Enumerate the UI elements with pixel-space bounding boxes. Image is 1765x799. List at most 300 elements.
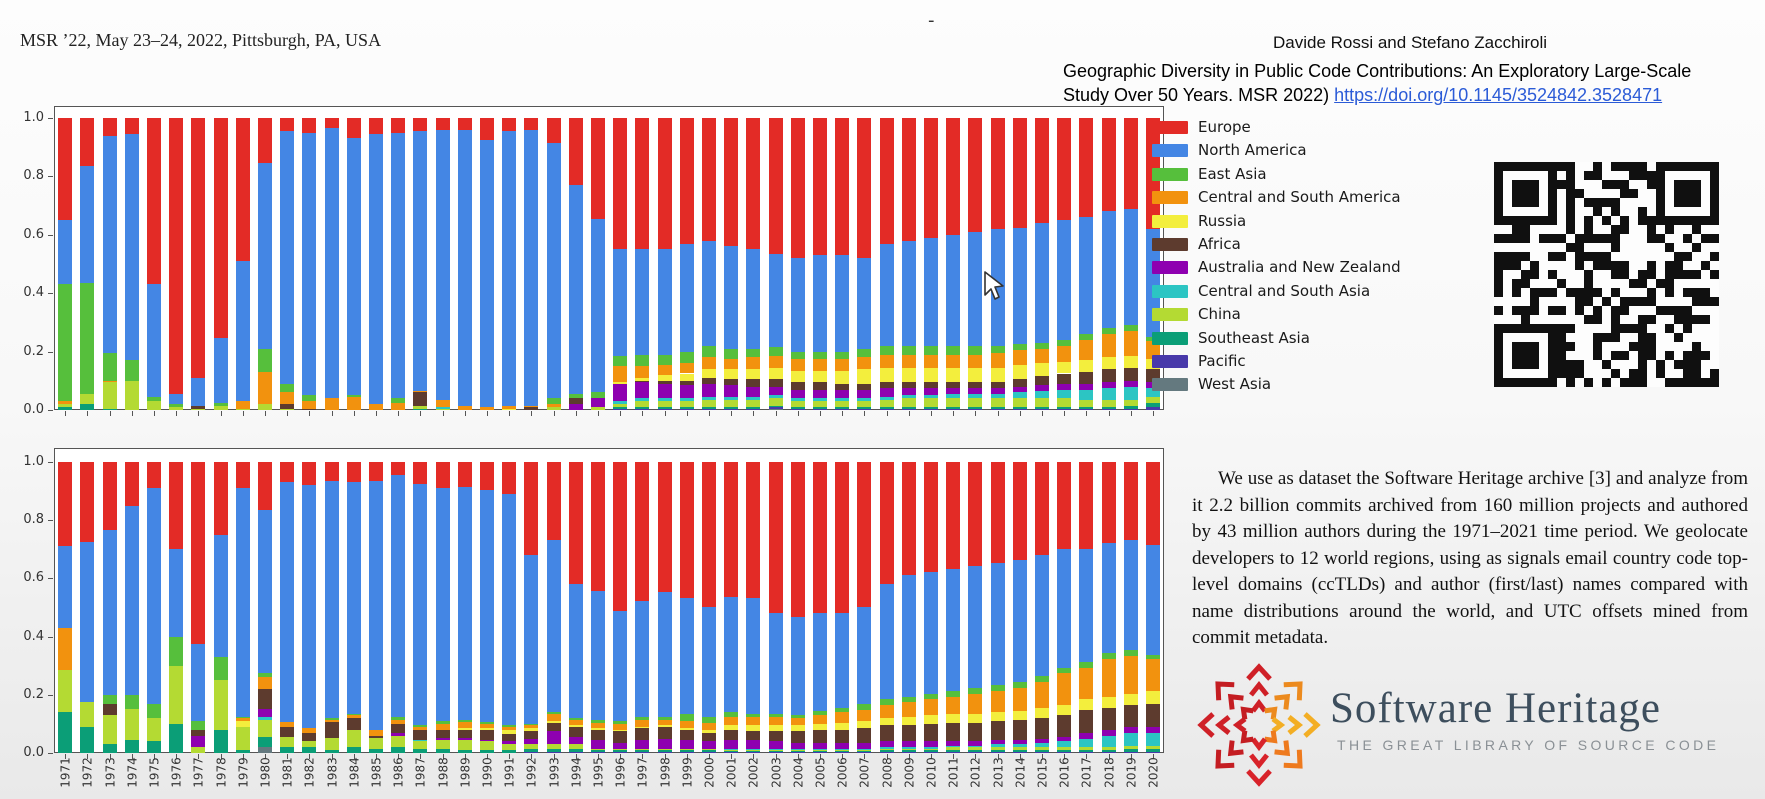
x-axis-tick: [132, 411, 133, 416]
bar-segment: [258, 689, 272, 709]
software-heritage-wordmark: Software Heritage: [1330, 685, 1661, 732]
x-axis-tick: [265, 411, 266, 416]
bar-segment: [635, 749, 649, 750]
bar-segment: [724, 118, 738, 246]
bar-segment: [1057, 220, 1071, 340]
bar-segment: [302, 741, 316, 747]
bar-segment: [569, 752, 583, 753]
bar-segment: [524, 406, 538, 407]
bar-segment: [347, 714, 361, 715]
bar-segment: [1146, 691, 1160, 704]
bar-segment: [458, 406, 472, 410]
bar-segment: [769, 379, 783, 386]
y-axis-tick: [48, 462, 53, 463]
x-axis-year-label: 2003: [769, 757, 783, 788]
bar-segment: [680, 730, 694, 740]
x-axis-year-label: 1987: [413, 757, 428, 788]
bar-segment: [880, 462, 894, 584]
bar-segment: [724, 409, 738, 410]
bar-segment: [724, 385, 738, 397]
bar-segment: [280, 737, 294, 747]
bar-segment: [635, 727, 649, 728]
bar-segment: [702, 407, 716, 408]
bar-segment: [80, 394, 94, 404]
bar-segment: [880, 752, 894, 753]
bar-segment: [569, 718, 583, 719]
bar-segment: [635, 409, 649, 410]
bar-segment: [835, 384, 849, 390]
bar-segment: [1057, 384, 1071, 390]
legend-label: East Asia: [1198, 164, 1267, 183]
bar-segment: [214, 730, 228, 753]
legend-swatch-icon: [1152, 238, 1188, 251]
bar-segment: [835, 118, 849, 255]
bar-segment: [1102, 747, 1116, 750]
bar-segment: [480, 750, 494, 753]
bar-segment: [480, 741, 494, 750]
bar-segment: [658, 727, 672, 739]
bar-segment: [613, 731, 627, 743]
bar-segment: [658, 118, 672, 249]
bar-segment: [702, 749, 716, 750]
bar-segment: [946, 750, 960, 751]
x-axis-tick: [243, 411, 244, 416]
x-axis-tick: [443, 411, 444, 416]
bar-segment: [946, 691, 960, 697]
bar-segment: [769, 387, 783, 396]
bar-segment: [125, 118, 139, 134]
bar-segment: [103, 409, 117, 410]
bar-segment: [813, 390, 827, 399]
bar-segment: [658, 720, 672, 726]
bar-segment: [1124, 331, 1138, 356]
bar-segment: [724, 725, 738, 729]
x-axis-year-label: 2009: [902, 757, 917, 788]
x-axis-tick: [665, 411, 666, 416]
bar-segment: [724, 246, 738, 348]
bar-segment: [702, 357, 716, 369]
bar-segment: [746, 249, 760, 348]
bar-segment: [813, 751, 827, 752]
bar-segment: [946, 407, 960, 408]
bar-segment: [724, 359, 738, 369]
software-heritage-tagline: THE GREAT LIBRARY OF SOURCE CODE: [1337, 737, 1720, 753]
bar-segment: [413, 741, 427, 748]
bar-segment: [902, 388, 916, 395]
x-axis-tick: [354, 411, 355, 416]
bar-segment: [458, 728, 472, 729]
bar-segment: [1102, 407, 1116, 408]
bar-segment: [1057, 750, 1071, 751]
x-axis-year-label: 1979: [236, 757, 251, 788]
bar-segment: [635, 366, 649, 378]
bar-segment: [769, 741, 783, 748]
bar-segment: [991, 563, 1005, 685]
bar-segment: [724, 717, 738, 726]
bar-segment: [924, 715, 938, 724]
bar-segment: [680, 752, 694, 753]
x-axis-tick: [420, 411, 421, 416]
bar-segment: [613, 749, 627, 750]
bar-segment: [658, 462, 672, 592]
bar-segment: [946, 752, 960, 753]
bar-segment: [635, 381, 649, 382]
bar-segment: [280, 118, 294, 131]
bar-segment: [1124, 209, 1138, 326]
bar-segment: [635, 717, 649, 720]
bar-segment: [258, 677, 272, 689]
bar-segment: [258, 747, 272, 753]
bar-segment: [835, 359, 849, 371]
bar-segment: [591, 462, 605, 591]
bar-segment: [791, 352, 805, 359]
bar-segment: [658, 249, 672, 354]
bar-segment: [569, 737, 583, 744]
bar-segment: [968, 688, 982, 694]
bar-segment: [413, 740, 427, 741]
bar-segment: [991, 747, 1005, 750]
x-axis-tick: [909, 411, 910, 416]
x-axis-tick: [487, 411, 488, 416]
bar-segment: [169, 724, 183, 753]
bar-segment: [902, 382, 916, 388]
bar-segment: [524, 555, 538, 724]
bar-segment: [547, 118, 561, 143]
bar-segment: [302, 395, 316, 401]
x-axis-year-label: 1995: [591, 757, 606, 788]
bar-segment: [591, 723, 605, 729]
bar-segment: [680, 750, 694, 751]
bar-segment: [391, 133, 405, 399]
bar-segment: [413, 131, 427, 391]
x-axis-year-label: 1983: [325, 757, 339, 788]
bar-segment: [502, 730, 516, 734]
bar-segment: [502, 494, 516, 725]
bar-segment: [169, 118, 183, 394]
bar-segment: [968, 409, 982, 410]
bar-segment: [1013, 387, 1027, 393]
bar-segment: [857, 710, 871, 722]
bar-segment: [258, 462, 272, 510]
bar-segment: [835, 752, 849, 753]
bar-segment: [902, 697, 916, 703]
doi-link[interactable]: https://doi.org/10.1145/3524842.3528471: [1334, 85, 1663, 105]
bar-segment: [902, 462, 916, 575]
bar-segment: [1057, 340, 1071, 346]
bar-segment: [791, 752, 805, 753]
bar-segment: [236, 721, 250, 727]
bar-segment: [746, 749, 760, 750]
bar-segment: [325, 738, 339, 750]
bar-segment: [968, 398, 982, 407]
x-axis-year-label: 1998: [658, 757, 672, 788]
bar-segment: [946, 569, 960, 691]
bar-segment: [1079, 217, 1093, 334]
bar-segment: [1124, 400, 1138, 406]
bar-segment: [635, 382, 649, 398]
bar-segment: [214, 338, 228, 402]
legend-swatch-icon: [1152, 121, 1188, 134]
bar-segment: [857, 118, 871, 258]
bar-segment: [658, 375, 672, 381]
bar-segment: [746, 387, 760, 397]
legend-swatch-icon: [1152, 261, 1188, 274]
bar-segment: [746, 752, 760, 753]
bar-segment: [746, 751, 760, 752]
bar-segment: [702, 741, 716, 748]
bar-segment: [880, 718, 894, 725]
bar-segment: [746, 725, 760, 731]
bar-segment: [880, 400, 894, 407]
bar-segment: [458, 740, 472, 750]
bar-segment: [1013, 682, 1027, 688]
bar-segment: [480, 728, 494, 729]
bar-segment: [436, 740, 450, 749]
bar-segment: [325, 481, 339, 718]
bar-segment: [813, 118, 827, 255]
bar-segment: [680, 381, 694, 385]
bar-segment: [502, 409, 516, 410]
bar-segment: [613, 407, 627, 408]
bar-segment: [1057, 374, 1071, 384]
bar-segment: [946, 714, 960, 723]
bar-segment: [103, 715, 117, 744]
bar-segment: [524, 728, 538, 731]
bar-segment: [769, 368, 783, 380]
venue-text: MSR ’22, May 23–24, 2022, Pittsburgh, PA, USA: [20, 30, 382, 50]
y-axis-tick-label: 0.4: [23, 285, 44, 301]
bar-segment: [968, 746, 982, 747]
bar-segment: [769, 398, 783, 405]
x-axis-year-label: 2002: [746, 757, 761, 788]
bar-segment: [1079, 400, 1093, 407]
bar-segment: [1035, 555, 1049, 677]
bar-segment: [125, 709, 139, 740]
bar-segment: [1035, 743, 1049, 747]
bar-segment: [769, 356, 783, 368]
bar-segment: [502, 744, 516, 750]
bar-segment: [147, 462, 161, 488]
bar-segment: [880, 244, 894, 346]
bar-segment: [80, 727, 94, 753]
x-axis-year-label: 2014: [1013, 757, 1028, 788]
bar-segment: [680, 385, 694, 398]
dash-mark: -: [928, 10, 935, 31]
bar-segment: [702, 723, 716, 730]
bar-segment: [1013, 720, 1027, 740]
bar-segment: [236, 462, 250, 488]
bar-segment: [80, 118, 94, 166]
bar-segment: [236, 717, 250, 718]
bar-segment: [436, 130, 450, 400]
bar-segment: [857, 407, 871, 408]
bar-segment: [924, 238, 938, 346]
bar-segment: [746, 409, 760, 410]
bar-segment: [813, 407, 827, 408]
bar-segment: [702, 384, 716, 397]
bar-segment: [325, 118, 339, 128]
x-axis-tick: [1042, 411, 1043, 416]
bar-segment: [635, 720, 649, 727]
bar-segment: [724, 369, 738, 379]
bar-segment: [1013, 747, 1027, 750]
bar-segment: [236, 261, 250, 401]
bar-segment: [924, 752, 938, 753]
bar-segment: [635, 601, 649, 717]
bar-segment: [103, 382, 117, 408]
bar-segment: [680, 398, 694, 401]
bar-segment: [857, 721, 871, 728]
bar-segment: [480, 462, 494, 490]
bar-segment: [569, 394, 583, 398]
bar-segment: [1124, 406, 1138, 409]
bar-segment: [214, 403, 228, 406]
bar-segment: [746, 740, 760, 749]
bar-segment: [946, 697, 960, 714]
x-axis-year-label: 1977: [191, 757, 206, 788]
bar-segment: [302, 728, 316, 732]
bar-segment: [502, 750, 516, 753]
bar-segment: [769, 347, 783, 356]
bar-segment: [1057, 549, 1071, 668]
bar-segment: [880, 749, 894, 750]
bar-segment: [1146, 749, 1160, 752]
bar-segment: [191, 721, 205, 730]
bar-segment: [902, 741, 916, 747]
x-axis-year-label: 1975: [147, 757, 162, 788]
bar-segment: [125, 134, 139, 360]
bar-segment: [369, 118, 383, 134]
bar-segment: [1035, 407, 1049, 408]
bar-segment: [813, 401, 827, 407]
bar-segment: [547, 749, 561, 752]
x-axis-year-label: 1997: [635, 757, 650, 788]
bar-segment: [791, 731, 805, 743]
bar-segment: [103, 530, 117, 694]
bar-segment: [258, 720, 272, 737]
bar-segment: [968, 368, 982, 383]
bar-segment: [968, 232, 982, 346]
bar-segment: [835, 352, 849, 359]
bar-segment: [680, 374, 694, 381]
y-axis-tick-label: 0.8: [23, 168, 44, 184]
bar-segment: [769, 750, 783, 751]
bar-segment: [1035, 718, 1049, 738]
bar-segment: [302, 118, 316, 133]
x-axis-year-label: 1986: [391, 757, 406, 788]
bar-segment: [1102, 752, 1116, 753]
bar-segment: [902, 752, 916, 753]
bar-segment: [902, 118, 916, 241]
bar-segment: [214, 680, 228, 729]
bar-segment: [924, 388, 938, 395]
bar-segment: [946, 394, 960, 398]
bar-segment: [591, 730, 605, 740]
bar-segment: [880, 346, 894, 355]
bar-segment: [58, 407, 72, 410]
bar-segment: [169, 666, 183, 724]
bar-segment: [103, 462, 117, 530]
x-axis-year-label: 1982: [302, 757, 317, 788]
bar-segment: [1146, 752, 1160, 753]
bar-segment: [58, 284, 72, 401]
bar-segment: [880, 725, 894, 741]
bar-segment: [613, 401, 627, 404]
bar-segment: [702, 730, 716, 733]
x-axis-year-label: 2019: [1124, 757, 1139, 788]
bar-segment: [1146, 746, 1160, 749]
bar-segment: [413, 725, 427, 726]
bar-segment: [413, 391, 427, 392]
bar-segment: [946, 462, 960, 569]
bar-segment: [569, 744, 583, 748]
bar-segment: [857, 258, 871, 349]
bar-segment: [635, 407, 649, 408]
bar-segment: [569, 584, 583, 719]
y-axis-tick: [48, 176, 53, 177]
bar-segment: [968, 752, 982, 753]
bar-segment: [680, 118, 694, 244]
bar-segment: [80, 542, 94, 702]
bar-segment: [369, 404, 383, 410]
bar-segment: [902, 750, 916, 751]
bar-segment: [1035, 385, 1049, 391]
bar-segment: [391, 736, 405, 748]
bar-segment: [946, 235, 960, 346]
bar-segment: [658, 355, 672, 365]
bar-segment: [258, 673, 272, 677]
bar-segment: [369, 134, 383, 404]
bar-segment: [835, 712, 849, 722]
bar-segment: [547, 714, 561, 721]
software-heritage-logo-icon: [1188, 652, 1330, 798]
bar-segment: [769, 395, 783, 398]
x-axis-tick: [198, 411, 199, 416]
bar-segment: [791, 715, 805, 718]
bar-segment: [1146, 659, 1160, 691]
bar-segment: [835, 409, 849, 410]
bar-segment: [169, 404, 183, 407]
bar-segment: [1079, 699, 1093, 709]
bar-segment: [80, 702, 94, 727]
bar-segment: [258, 163, 272, 348]
bar-segment: [1013, 350, 1027, 365]
authors-text: Davide Rossi and Stefano Zacchiroli: [1272, 33, 1548, 52]
bar-segment: [547, 398, 561, 404]
bar-segment: [58, 462, 72, 546]
y-axis-tick: [48, 520, 53, 521]
bar-segment: [1013, 711, 1027, 720]
bar-segment: [280, 409, 294, 410]
bar-segment: [1057, 409, 1071, 410]
bar-segment: [946, 382, 960, 388]
x-axis-tick: [1131, 411, 1132, 416]
bar-segment: [924, 741, 938, 747]
bar-segment: [1057, 462, 1071, 549]
bar-segment: [1124, 650, 1138, 656]
bar-segment: [680, 728, 694, 729]
bar-segment: [547, 462, 561, 540]
bar-segment: [524, 462, 538, 555]
bar-segment: [347, 718, 361, 730]
bar-segment: [635, 728, 649, 740]
bar-segment: [613, 462, 627, 611]
bar-segment: [214, 406, 228, 410]
bar-segment: [635, 750, 649, 751]
bar-segment: [103, 695, 117, 704]
bar-segment: [191, 409, 205, 410]
bar-segment: [835, 751, 849, 752]
